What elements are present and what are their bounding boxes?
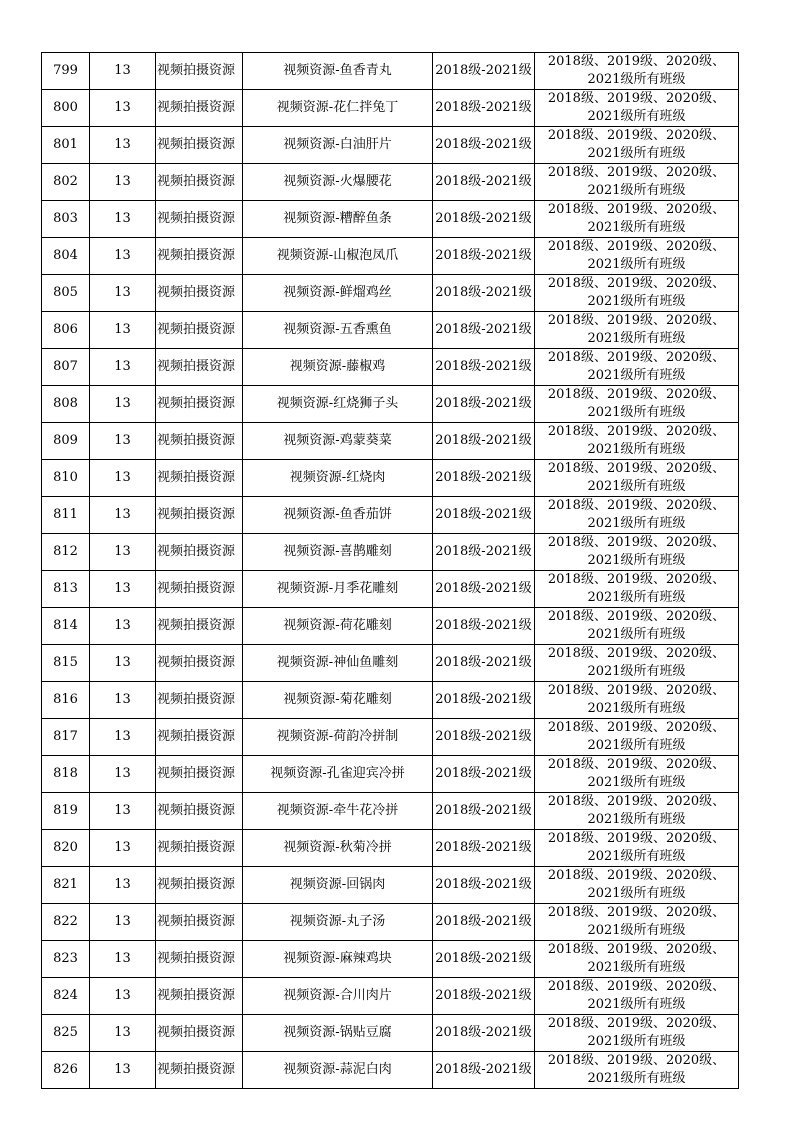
resource-name-cell: 视频资源-鱼香青丸 (243, 53, 433, 90)
table-row (42, 238, 739, 275)
quantity-cell: 13 (90, 90, 156, 127)
classes-line-2: 2021级所有班级 (587, 923, 686, 938)
quantity-cell: 13 (90, 1015, 156, 1052)
resource-name-cell: 视频资源-鸡蒙葵菜 (243, 423, 433, 460)
resource-type-cell: 视频拍摄资源 (156, 386, 243, 423)
row-number-cell: 811 (42, 497, 90, 534)
classes-line-1: 2018级、2019级、2020级、 (547, 868, 726, 883)
resource-name-cell: 视频资源-鱼香茄饼 (243, 497, 433, 534)
resource-name-cell: 视频资源-孔雀迎宾冷拼 (243, 756, 433, 793)
classes-line-1: 2018级、2019级、2020级、 (547, 979, 726, 994)
classes-line-2: 2021级所有班级 (587, 960, 686, 975)
applicable-classes-cell (535, 201, 739, 238)
classes-line-2: 2021级所有班级 (587, 294, 686, 309)
row-number-cell: 815 (42, 645, 90, 682)
classes-line-2: 2021级所有班级 (587, 109, 686, 124)
table-row (42, 349, 739, 386)
row-number-cell: 806 (42, 312, 90, 349)
quantity-cell: 13 (90, 164, 156, 201)
table-row (42, 164, 739, 201)
table-body (42, 53, 739, 1089)
grade-range-cell: 2018级-2021级 (433, 830, 535, 867)
grade-range-cell: 2018级-2021级 (433, 238, 535, 275)
grade-range-cell: 2018级-2021级 (433, 90, 535, 127)
classes-line-2: 2021级所有班级 (587, 405, 686, 420)
quantity-cell: 13 (90, 904, 156, 941)
classes-line-1: 2018级、2019级、2020级、 (547, 757, 726, 772)
applicable-classes-cell (535, 460, 739, 497)
table-row (42, 312, 739, 349)
classes-line-1: 2018级、2019级、2020级、 (547, 1016, 726, 1031)
classes-line-1: 2018级、2019级、2020级、 (547, 239, 726, 254)
resource-name-cell: 视频资源-糟醉鱼条 (243, 201, 433, 238)
grade-range-cell: 2018级-2021级 (433, 793, 535, 830)
classes-line-2: 2021级所有班级 (587, 1071, 686, 1086)
resource-type-cell: 视频拍摄资源 (156, 238, 243, 275)
resource-type-cell: 视频拍摄资源 (156, 201, 243, 238)
quantity-cell: 13 (90, 275, 156, 312)
classes-line-1: 2018级、2019级、2020级、 (547, 609, 726, 624)
row-number-cell: 826 (42, 1052, 90, 1089)
resource-type-cell: 视频拍摄资源 (156, 164, 243, 201)
row-number-cell: 817 (42, 719, 90, 756)
classes-line-2: 2021级所有班级 (587, 701, 686, 716)
grade-range-cell: 2018级-2021级 (433, 682, 535, 719)
classes-line-1: 2018级、2019级、2020级、 (547, 683, 726, 698)
resource-type-cell: 视频拍摄资源 (156, 682, 243, 719)
resource-type-cell: 视频拍摄资源 (156, 1052, 243, 1089)
row-number-cell: 808 (42, 386, 90, 423)
classes-line-2: 2021级所有班级 (587, 72, 686, 87)
grade-range-cell: 2018级-2021级 (433, 312, 535, 349)
applicable-classes-cell (535, 238, 739, 275)
row-number-cell: 804 (42, 238, 90, 275)
resource-type-cell: 视频拍摄资源 (156, 867, 243, 904)
table-row (42, 127, 739, 164)
table-row (42, 830, 739, 867)
quantity-cell: 13 (90, 238, 156, 275)
applicable-classes-cell (535, 349, 739, 386)
applicable-classes-cell (535, 608, 739, 645)
resource-name-cell: 视频资源-鲜熘鸡丝 (243, 275, 433, 312)
classes-line-2: 2021级所有班级 (587, 479, 686, 494)
classes-line-2: 2021级所有班级 (587, 1034, 686, 1049)
grade-range-cell: 2018级-2021级 (433, 164, 535, 201)
resource-name-cell: 视频资源-月季花雕刻 (243, 571, 433, 608)
grade-range-cell: 2018级-2021级 (433, 460, 535, 497)
classes-line-2: 2021级所有班级 (587, 368, 686, 383)
row-number-cell: 814 (42, 608, 90, 645)
resource-type-cell: 视频拍摄资源 (156, 904, 243, 941)
applicable-classes-cell (535, 1015, 739, 1052)
classes-line-2: 2021级所有班级 (587, 886, 686, 901)
classes-line-2: 2021级所有班级 (587, 627, 686, 642)
resource-type-cell: 视频拍摄资源 (156, 608, 243, 645)
classes-line-2: 2021级所有班级 (587, 516, 686, 531)
table-row (42, 497, 739, 534)
classes-line-1: 2018级、2019级、2020级、 (547, 1053, 726, 1068)
resource-type-cell: 视频拍摄资源 (156, 275, 243, 312)
row-number-cell: 819 (42, 793, 90, 830)
classes-line-1: 2018级、2019级、2020级、 (547, 313, 726, 328)
applicable-classes-cell (535, 904, 739, 941)
quantity-cell: 13 (90, 1052, 156, 1089)
classes-line-2: 2021级所有班级 (587, 257, 686, 272)
resource-type-cell: 视频拍摄资源 (156, 645, 243, 682)
resource-name-cell: 视频资源-丸子汤 (243, 904, 433, 941)
resource-name-cell: 视频资源-红烧狮子头 (243, 386, 433, 423)
applicable-classes-cell (535, 386, 739, 423)
table-row (42, 978, 739, 1015)
applicable-classes-cell (535, 867, 739, 904)
grade-range-cell: 2018级-2021级 (433, 904, 535, 941)
row-number-cell: 807 (42, 349, 90, 386)
classes-line-1: 2018级、2019级、2020级、 (547, 387, 726, 402)
resource-name-cell: 视频资源-荷韵冷拼制 (243, 719, 433, 756)
resource-table (41, 52, 739, 1089)
classes-line-1: 2018级、2019级、2020级、 (547, 276, 726, 291)
row-number-cell: 801 (42, 127, 90, 164)
applicable-classes-cell (535, 719, 739, 756)
classes-line-2: 2021级所有班级 (587, 590, 686, 605)
classes-line-2: 2021级所有班级 (587, 553, 686, 568)
resource-name-cell: 视频资源-秋菊冷拼 (243, 830, 433, 867)
resource-type-cell: 视频拍摄资源 (156, 978, 243, 1015)
classes-line-1: 2018级、2019级、2020级、 (547, 202, 726, 217)
grade-range-cell: 2018级-2021级 (433, 53, 535, 90)
row-number-cell: 809 (42, 423, 90, 460)
resource-type-cell: 视频拍摄资源 (156, 53, 243, 90)
row-number-cell: 820 (42, 830, 90, 867)
resource-name-cell: 视频资源-花仁拌兔丁 (243, 90, 433, 127)
grade-range-cell: 2018级-2021级 (433, 941, 535, 978)
classes-line-2: 2021级所有班级 (587, 146, 686, 161)
classes-line-2: 2021级所有班级 (587, 220, 686, 235)
resource-name-cell: 视频资源-神仙鱼雕刻 (243, 645, 433, 682)
table-row (42, 1015, 739, 1052)
resource-type-cell: 视频拍摄资源 (156, 571, 243, 608)
grade-range-cell: 2018级-2021级 (433, 756, 535, 793)
resource-name-cell: 视频资源-喜鹊雕刻 (243, 534, 433, 571)
classes-line-1: 2018级、2019级、2020级、 (547, 572, 726, 587)
resource-type-cell: 视频拍摄资源 (156, 1015, 243, 1052)
quantity-cell: 13 (90, 867, 156, 904)
resource-name-cell: 视频资源-山椒泡凤爪 (243, 238, 433, 275)
table-row (42, 608, 739, 645)
applicable-classes-cell (535, 978, 739, 1015)
quantity-cell: 13 (90, 349, 156, 386)
grade-range-cell: 2018级-2021级 (433, 497, 535, 534)
classes-line-2: 2021级所有班级 (587, 775, 686, 790)
classes-line-2: 2021级所有班级 (587, 442, 686, 457)
quantity-cell: 13 (90, 719, 156, 756)
grade-range-cell: 2018级-2021级 (433, 867, 535, 904)
row-number-cell: 816 (42, 682, 90, 719)
resource-name-cell: 视频资源-红烧肉 (243, 460, 433, 497)
quantity-cell: 13 (90, 793, 156, 830)
applicable-classes-cell (535, 312, 739, 349)
quantity-cell: 13 (90, 978, 156, 1015)
quantity-cell: 13 (90, 608, 156, 645)
grade-range-cell: 2018级-2021级 (433, 386, 535, 423)
classes-line-2: 2021级所有班级 (587, 997, 686, 1012)
quantity-cell: 13 (90, 534, 156, 571)
applicable-classes-cell (535, 682, 739, 719)
resource-type-cell: 视频拍摄资源 (156, 719, 243, 756)
grade-range-cell: 2018级-2021级 (433, 978, 535, 1015)
classes-line-2: 2021级所有班级 (587, 331, 686, 346)
quantity-cell: 13 (90, 201, 156, 238)
classes-line-1: 2018级、2019级、2020级、 (547, 165, 726, 180)
applicable-classes-cell (535, 793, 739, 830)
row-number-cell: 823 (42, 941, 90, 978)
quantity-cell: 13 (90, 497, 156, 534)
resource-name-cell: 视频资源-荷花雕刻 (243, 608, 433, 645)
quantity-cell: 13 (90, 460, 156, 497)
grade-range-cell: 2018级-2021级 (433, 534, 535, 571)
classes-line-1: 2018级、2019级、2020级、 (547, 646, 726, 661)
resource-type-cell: 视频拍摄资源 (156, 497, 243, 534)
classes-line-2: 2021级所有班级 (587, 664, 686, 679)
classes-line-1: 2018级、2019级、2020级、 (547, 424, 726, 439)
resource-type-cell: 视频拍摄资源 (156, 830, 243, 867)
classes-line-1: 2018级、2019级、2020级、 (547, 128, 726, 143)
resource-name-cell: 视频资源-锅贴豆腐 (243, 1015, 433, 1052)
classes-line-1: 2018级、2019级、2020级、 (547, 942, 726, 957)
classes-line-1: 2018级、2019级、2020级、 (547, 905, 726, 920)
table-row (42, 941, 739, 978)
row-number-cell: 824 (42, 978, 90, 1015)
classes-line-2: 2021级所有班级 (587, 738, 686, 753)
table-row (42, 756, 739, 793)
resource-name-cell: 视频资源-藤椒鸡 (243, 349, 433, 386)
quantity-cell: 13 (90, 571, 156, 608)
grade-range-cell: 2018级-2021级 (433, 1015, 535, 1052)
grade-range-cell: 2018级-2021级 (433, 423, 535, 460)
table-row (42, 904, 739, 941)
grade-range-cell: 2018级-2021级 (433, 349, 535, 386)
resource-type-cell: 视频拍摄资源 (156, 756, 243, 793)
applicable-classes-cell (535, 571, 739, 608)
resource-type-cell: 视频拍摄资源 (156, 460, 243, 497)
classes-line-1: 2018级、2019级、2020级、 (547, 54, 726, 69)
table-row (42, 1052, 739, 1089)
applicable-classes-cell (535, 830, 739, 867)
classes-line-1: 2018级、2019级、2020级、 (547, 720, 726, 735)
grade-range-cell: 2018级-2021级 (433, 275, 535, 312)
quantity-cell: 13 (90, 682, 156, 719)
table-row (42, 534, 739, 571)
row-number-cell: 805 (42, 275, 90, 312)
quantity-cell: 13 (90, 127, 156, 164)
table-row (42, 682, 739, 719)
grade-range-cell: 2018级-2021级 (433, 127, 535, 164)
row-number-cell: 821 (42, 867, 90, 904)
applicable-classes-cell (535, 941, 739, 978)
applicable-classes-cell (535, 645, 739, 682)
quantity-cell: 13 (90, 423, 156, 460)
row-number-cell: 802 (42, 164, 90, 201)
resource-name-cell: 视频资源-火爆腰花 (243, 164, 433, 201)
resource-name-cell: 视频资源-牵牛花冷拼 (243, 793, 433, 830)
applicable-classes-cell (535, 497, 739, 534)
applicable-classes-cell (535, 1052, 739, 1089)
applicable-classes-cell (535, 127, 739, 164)
grade-range-cell: 2018级-2021级 (433, 1052, 535, 1089)
applicable-classes-cell (535, 164, 739, 201)
table-row (42, 423, 739, 460)
classes-line-1: 2018级、2019级、2020级、 (547, 461, 726, 476)
row-number-cell: 800 (42, 90, 90, 127)
resource-type-cell: 视频拍摄资源 (156, 127, 243, 164)
resource-type-cell: 视频拍摄资源 (156, 793, 243, 830)
quantity-cell: 13 (90, 312, 156, 349)
table-row (42, 719, 739, 756)
row-number-cell: 818 (42, 756, 90, 793)
grade-range-cell: 2018级-2021级 (433, 571, 535, 608)
classes-line-1: 2018级、2019级、2020级、 (547, 498, 726, 513)
applicable-classes-cell (535, 534, 739, 571)
grade-range-cell: 2018级-2021级 (433, 719, 535, 756)
row-number-cell: 803 (42, 201, 90, 238)
table-row (42, 793, 739, 830)
row-number-cell: 813 (42, 571, 90, 608)
applicable-classes-cell (535, 423, 739, 460)
applicable-classes-cell (535, 756, 739, 793)
quantity-cell: 13 (90, 941, 156, 978)
resource-type-cell: 视频拍摄资源 (156, 349, 243, 386)
resource-name-cell: 视频资源-蒜泥白肉 (243, 1052, 433, 1089)
classes-line-1: 2018级、2019级、2020级、 (547, 350, 726, 365)
table-row (42, 275, 739, 312)
table-row (42, 867, 739, 904)
grade-range-cell: 2018级-2021级 (433, 608, 535, 645)
resource-name-cell: 视频资源-麻辣鸡块 (243, 941, 433, 978)
resource-name-cell: 视频资源-五香熏鱼 (243, 312, 433, 349)
classes-line-2: 2021级所有班级 (587, 183, 686, 198)
resource-name-cell: 视频资源-合川肉片 (243, 978, 433, 1015)
resource-name-cell: 视频资源-菊花雕刻 (243, 682, 433, 719)
row-number-cell: 799 (42, 53, 90, 90)
table-row (42, 90, 739, 127)
quantity-cell: 13 (90, 645, 156, 682)
row-number-cell: 812 (42, 534, 90, 571)
quantity-cell: 13 (90, 756, 156, 793)
quantity-cell: 13 (90, 386, 156, 423)
table-row (42, 460, 739, 497)
resource-type-cell: 视频拍摄资源 (156, 423, 243, 460)
quantity-cell: 13 (90, 53, 156, 90)
resource-type-cell: 视频拍摄资源 (156, 90, 243, 127)
row-number-cell: 822 (42, 904, 90, 941)
classes-line-1: 2018级、2019级、2020级、 (547, 535, 726, 550)
row-number-cell: 810 (42, 460, 90, 497)
grade-range-cell: 2018级-2021级 (433, 201, 535, 238)
resource-type-cell: 视频拍摄资源 (156, 312, 243, 349)
resource-name-cell: 视频资源-白油肝片 (243, 127, 433, 164)
table-row (42, 645, 739, 682)
resource-type-cell: 视频拍摄资源 (156, 534, 243, 571)
applicable-classes-cell (535, 53, 739, 90)
table-row (42, 571, 739, 608)
applicable-classes-cell (535, 275, 739, 312)
table-row (42, 201, 739, 238)
row-number-cell: 825 (42, 1015, 90, 1052)
table-row (42, 386, 739, 423)
resource-type-cell: 视频拍摄资源 (156, 941, 243, 978)
resource-name-cell: 视频资源-回锅肉 (243, 867, 433, 904)
classes-line-2: 2021级所有班级 (587, 812, 686, 827)
classes-line-1: 2018级、2019级、2020级、 (547, 91, 726, 106)
table-row (42, 53, 739, 90)
classes-line-1: 2018级、2019级、2020级、 (547, 831, 726, 846)
classes-line-2: 2021级所有班级 (587, 849, 686, 864)
quantity-cell: 13 (90, 830, 156, 867)
grade-range-cell: 2018级-2021级 (433, 645, 535, 682)
classes-line-1: 2018级、2019级、2020级、 (547, 794, 726, 809)
applicable-classes-cell (535, 90, 739, 127)
